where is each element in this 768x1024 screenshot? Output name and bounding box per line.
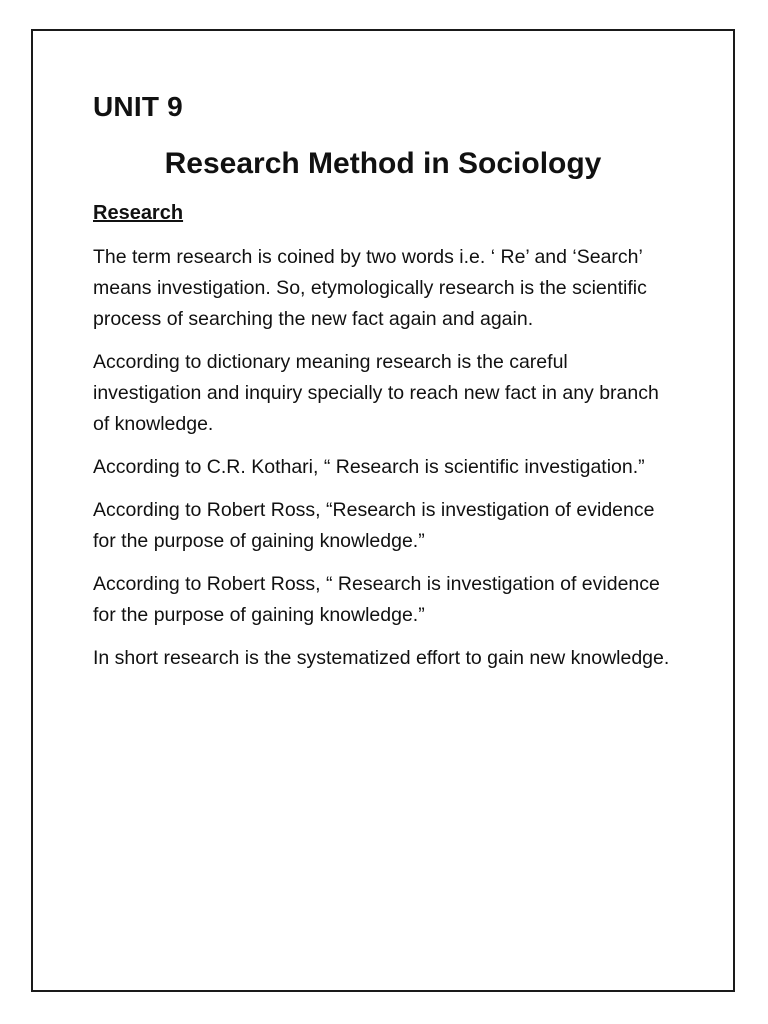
paragraph-summary: In short research is the systematized effort to gain new knowledge. — [93, 646, 670, 669]
paragraph-dictionary-meaning: According to dictionary meaning research is the careful investigation and inquiry specially to reach new fact in any branch of knowledge. — [93, 350, 659, 435]
paragraph-ross-definition-repeat: According to Robert Ross, “ Research is investigation of evidence for the purpose of gaining knowledge.” — [93, 572, 660, 626]
paragraph-kothari-definition: According to C.R. Kothari, “ Research is scientific investigation.” — [93, 455, 645, 478]
page-title: Research Method in Sociology — [164, 146, 602, 180]
paragraph-etymology: The term research is coined by two words i.e. ‘ Re’ and ‘Search’ means investigation. So, etymologically research is the scientific process of searching the new fact again and again. — [93, 245, 647, 330]
document-body — [93, 90, 673, 686]
unit-title: UNIT 9 — [93, 91, 183, 122]
section-heading-research: Research — [93, 201, 184, 224]
paragraph-ross-definition: According to Robert Ross, “Research is investigation of evidence for the purpose of gaining knowledge.” — [93, 498, 655, 552]
